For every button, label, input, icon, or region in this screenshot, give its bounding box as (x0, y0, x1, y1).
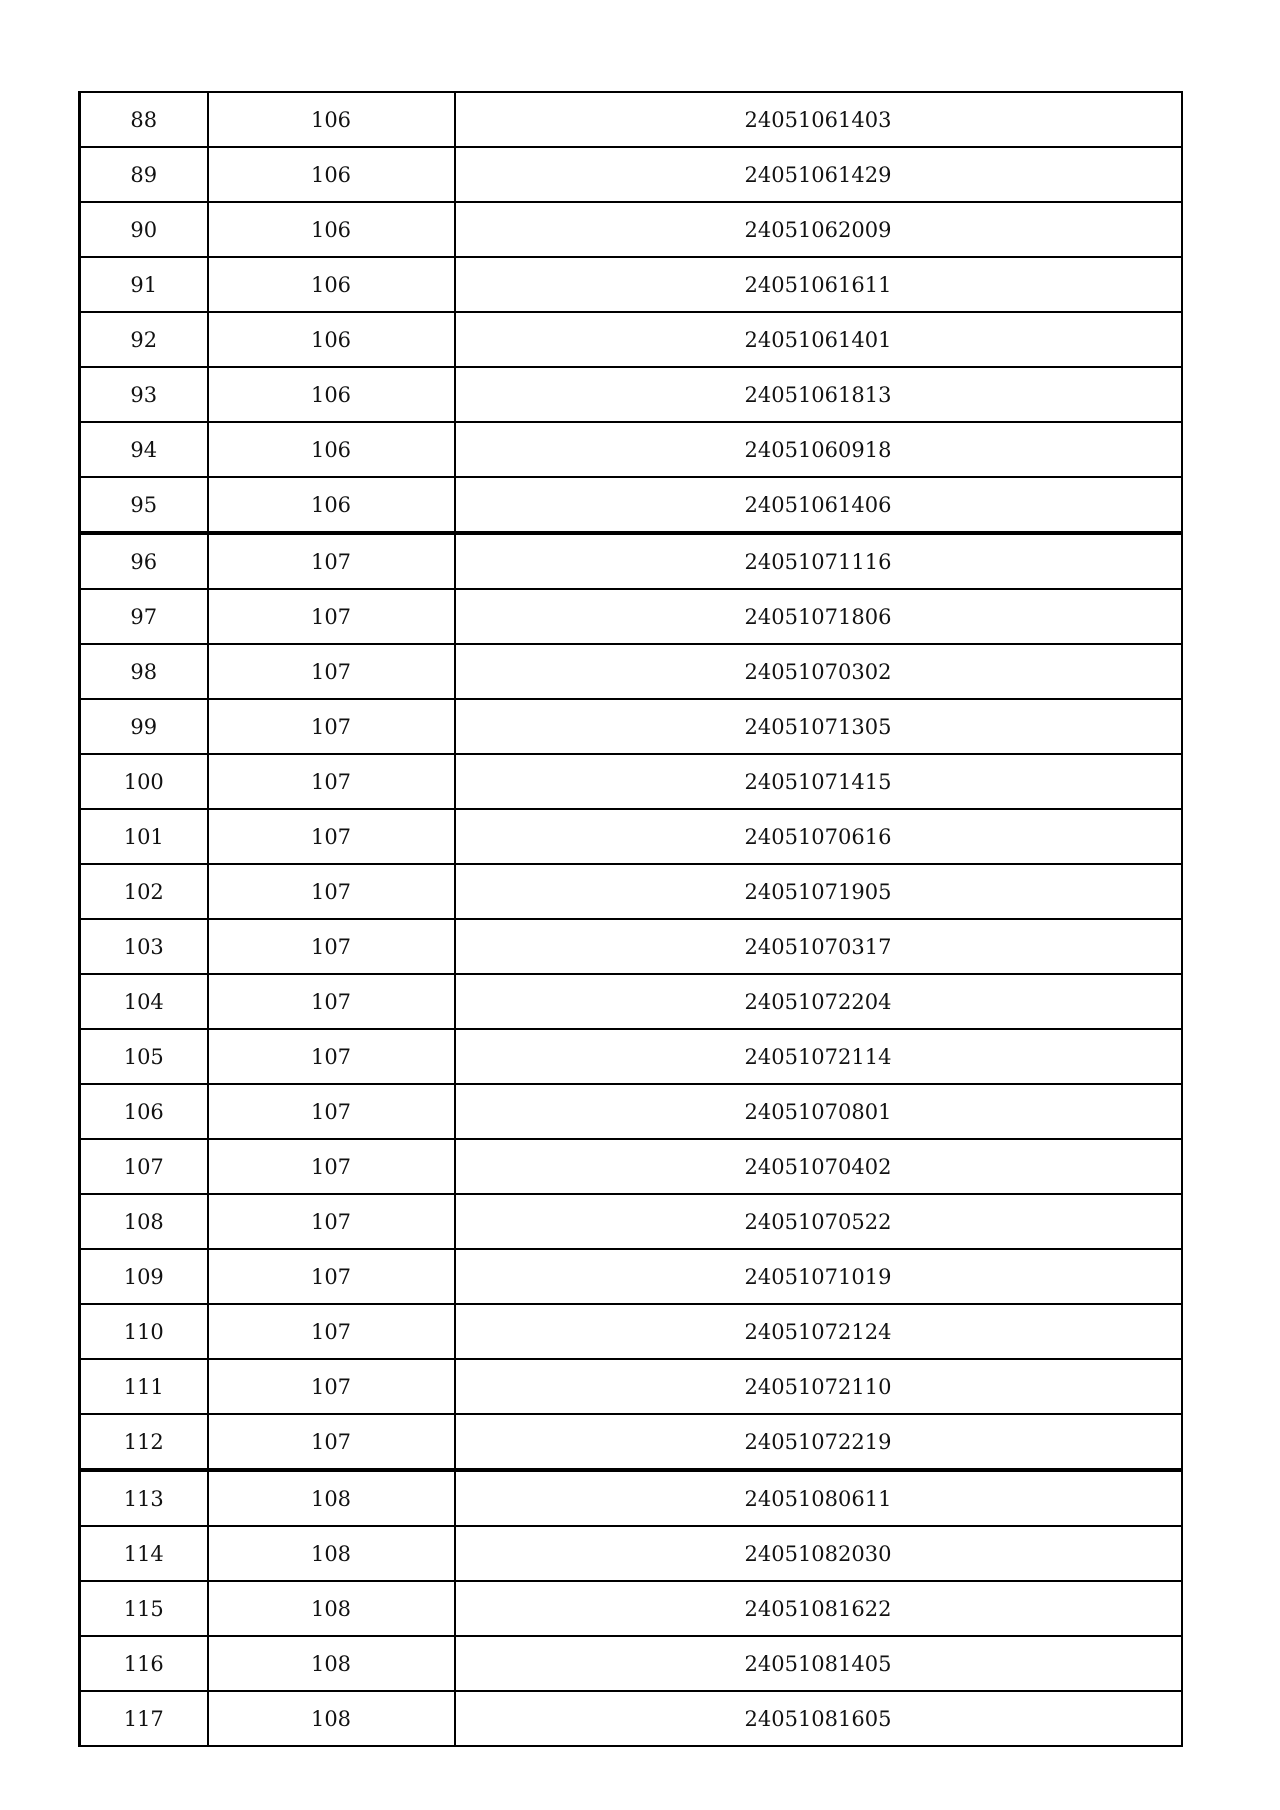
row-number-cell: 106 (80, 1084, 208, 1139)
row-number-cell: 90 (80, 202, 208, 257)
group-code-cell: 107 (208, 589, 455, 644)
candidate-id-cell: 24051071415 (455, 754, 1182, 809)
table-row (80, 147, 1182, 202)
table-row (80, 919, 1182, 974)
group-code-cell: 106 (208, 257, 455, 312)
table-row (80, 974, 1182, 1029)
candidate-id-cell: 24051071905 (455, 864, 1182, 919)
table-row (80, 477, 1182, 533)
table-row (80, 1414, 1182, 1470)
candidate-id-cell: 24051072124 (455, 1304, 1182, 1359)
group-code-cell: 106 (208, 477, 455, 533)
group-code-cell: 107 (208, 1414, 455, 1470)
table-row (80, 1691, 1182, 1746)
row-number-cell: 109 (80, 1249, 208, 1304)
candidate-id-cell: 24051071116 (455, 533, 1182, 589)
table-row (80, 699, 1182, 754)
group-code-cell: 107 (208, 809, 455, 864)
row-number-cell: 98 (80, 644, 208, 699)
candidate-id-cell: 24051081405 (455, 1636, 1182, 1691)
table-row (80, 1304, 1182, 1359)
candidate-id-cell: 24051061401 (455, 312, 1182, 367)
row-number-cell: 100 (80, 754, 208, 809)
table-row (80, 367, 1182, 422)
candidate-id-cell: 24051080611 (455, 1470, 1182, 1526)
candidate-id-cell: 24051082030 (455, 1526, 1182, 1581)
table-row (80, 1249, 1182, 1304)
group-code-cell: 108 (208, 1526, 455, 1581)
table-row (80, 1029, 1182, 1084)
row-number-cell: 91 (80, 257, 208, 312)
table-row (80, 589, 1182, 644)
candidate-id-cell: 24051061406 (455, 477, 1182, 533)
candidate-id-cell: 24051070522 (455, 1194, 1182, 1249)
row-number-cell: 104 (80, 974, 208, 1029)
candidate-id-cell: 24051061403 (455, 92, 1182, 147)
table-row (80, 312, 1182, 367)
row-number-cell: 103 (80, 919, 208, 974)
table-row (80, 1359, 1182, 1414)
group-code-cell: 107 (208, 919, 455, 974)
table-row (80, 533, 1182, 589)
candidate-id-cell: 24051061813 (455, 367, 1182, 422)
group-code-cell: 108 (208, 1691, 455, 1746)
group-code-cell: 107 (208, 754, 455, 809)
table-row (80, 422, 1182, 477)
group-code-cell: 107 (208, 644, 455, 699)
table-row (80, 1194, 1182, 1249)
row-number-cell: 108 (80, 1194, 208, 1249)
row-number-cell: 105 (80, 1029, 208, 1084)
document-table-container (78, 91, 1180, 1747)
row-number-cell: 112 (80, 1414, 208, 1470)
row-number-cell: 107 (80, 1139, 208, 1194)
table-row (80, 1636, 1182, 1691)
table-row (80, 92, 1182, 147)
group-code-cell: 107 (208, 1029, 455, 1084)
row-number-cell: 96 (80, 533, 208, 589)
candidate-id-cell: 24051071019 (455, 1249, 1182, 1304)
group-code-cell: 107 (208, 1304, 455, 1359)
group-code-cell: 107 (208, 533, 455, 589)
group-code-cell: 107 (208, 1084, 455, 1139)
row-number-cell: 110 (80, 1304, 208, 1359)
table-row (80, 1526, 1182, 1581)
group-code-cell: 107 (208, 1359, 455, 1414)
row-number-cell: 101 (80, 809, 208, 864)
row-number-cell: 92 (80, 312, 208, 367)
candidate-id-cell: 24051070302 (455, 644, 1182, 699)
row-number-cell: 113 (80, 1470, 208, 1526)
table-row (80, 644, 1182, 699)
row-number-cell: 88 (80, 92, 208, 147)
candidate-id-cell: 24051061611 (455, 257, 1182, 312)
group-code-cell: 106 (208, 422, 455, 477)
group-code-cell: 108 (208, 1636, 455, 1691)
group-code-cell: 107 (208, 1194, 455, 1249)
row-number-cell: 117 (80, 1691, 208, 1746)
table-row (80, 1581, 1182, 1636)
group-code-cell: 106 (208, 147, 455, 202)
candidate-id-cell: 24051072110 (455, 1359, 1182, 1414)
row-number-cell: 115 (80, 1581, 208, 1636)
row-number-cell: 114 (80, 1526, 208, 1581)
candidate-id-cell: 24051061429 (455, 147, 1182, 202)
row-number-cell: 93 (80, 367, 208, 422)
group-code-cell: 107 (208, 699, 455, 754)
group-code-cell: 108 (208, 1470, 455, 1526)
row-number-cell: 89 (80, 147, 208, 202)
group-code-cell: 106 (208, 202, 455, 257)
candidate-id-cell: 24051070801 (455, 1084, 1182, 1139)
row-number-cell: 111 (80, 1359, 208, 1414)
candidate-id-cell: 24051081605 (455, 1691, 1182, 1746)
group-code-cell: 107 (208, 1139, 455, 1194)
candidate-id-cell: 24051060918 (455, 422, 1182, 477)
table-row (80, 257, 1182, 312)
candidate-id-cell: 24051062009 (455, 202, 1182, 257)
group-code-cell: 106 (208, 92, 455, 147)
group-code-cell: 106 (208, 367, 455, 422)
table-row (80, 1084, 1182, 1139)
group-code-cell: 106 (208, 312, 455, 367)
group-code-cell: 107 (208, 1249, 455, 1304)
table-row (80, 1139, 1182, 1194)
candidate-id-cell: 24051070616 (455, 809, 1182, 864)
candidate-id-cell: 24051081622 (455, 1581, 1182, 1636)
table-row (80, 864, 1182, 919)
row-number-cell: 102 (80, 864, 208, 919)
candidate-id-cell: 24051070317 (455, 919, 1182, 974)
table-body (80, 92, 1182, 1746)
table-row (80, 1470, 1182, 1526)
row-number-cell: 94 (80, 422, 208, 477)
table-row (80, 202, 1182, 257)
candidate-id-cell: 24051071305 (455, 699, 1182, 754)
table-row (80, 809, 1182, 864)
row-number-cell: 95 (80, 477, 208, 533)
candidate-id-cell: 24051071806 (455, 589, 1182, 644)
group-code-cell: 108 (208, 1581, 455, 1636)
candidate-id-cell: 24051072204 (455, 974, 1182, 1029)
candidate-id-cell: 24051072114 (455, 1029, 1182, 1084)
row-number-cell: 99 (80, 699, 208, 754)
candidate-id-cell: 24051072219 (455, 1414, 1182, 1470)
group-code-cell: 107 (208, 864, 455, 919)
row-number-cell: 116 (80, 1636, 208, 1691)
candidate-id-cell: 24051070402 (455, 1139, 1182, 1194)
group-code-cell: 107 (208, 974, 455, 1029)
row-number-cell: 97 (80, 589, 208, 644)
table-row (80, 754, 1182, 809)
results-table (78, 91, 1183, 1747)
